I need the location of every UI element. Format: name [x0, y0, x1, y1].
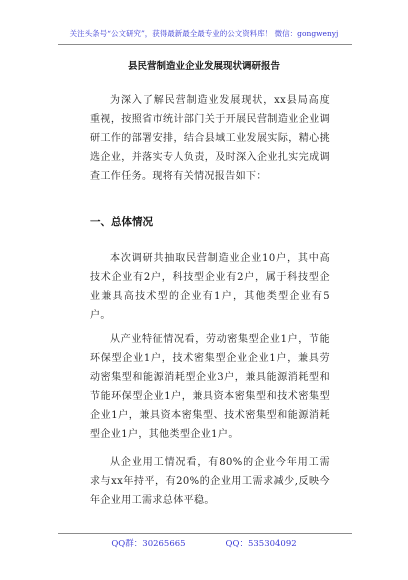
header-divider: [58, 44, 352, 45]
footer-qq-group: QQ群：30265665: [111, 539, 186, 549]
footer-contacts: [0, 537, 408, 549]
header-banner: 关注头条号“公文研究”，获得最新最全最专业的公文资料库！ 微信：gongwenyj: [69, 29, 339, 38]
paragraph-sample-composition: 本次调研共抽取民营制造业企业10户，其中高技术企业有2户，科技型企业有2户，属于科技型企业兼具高技术型的企业有1户，其他类型企业有5户。: [90, 253, 330, 321]
document-title: 县民营制造业企业发展现状调研报告: [127, 61, 280, 72]
paragraph-employment: 从企业用工情况看，有80%的企业今年用工需求与xx年持平，有20%的企业用工需求减少,反映今年企业用工需求总体平稳。: [90, 457, 330, 506]
footer-divider: [58, 533, 352, 534]
footer-qq-number: QQ：535304092: [225, 539, 297, 549]
intro-paragraph: 为深入了解民营制造业发展现状，xx县局高度重视，按照省市统计部门关于开展民营制造业企业调研工作的部署安排，结合县域工业发展实际，精心挑选企业，并落实专人负责，及时深入企业扎实完成调查工作任务。现将有关情况报告如下：: [90, 95, 330, 182]
section-heading-overall: 一、总体情况: [90, 216, 153, 228]
paragraph-industry-characteristics: 从产业特征情况看，劳动密集型企业1户，节能环保型企业1户，技术密集型企业企业1户，兼具劳动密集型和能源消耗型企业3户，兼具能源消耗型和节能环保型企业1户，兼具资本密集型和技术密集型企业1户，兼具资本密集型、技术密集型和能源消耗型企业1户，其他类型企业1户。: [90, 334, 330, 440]
